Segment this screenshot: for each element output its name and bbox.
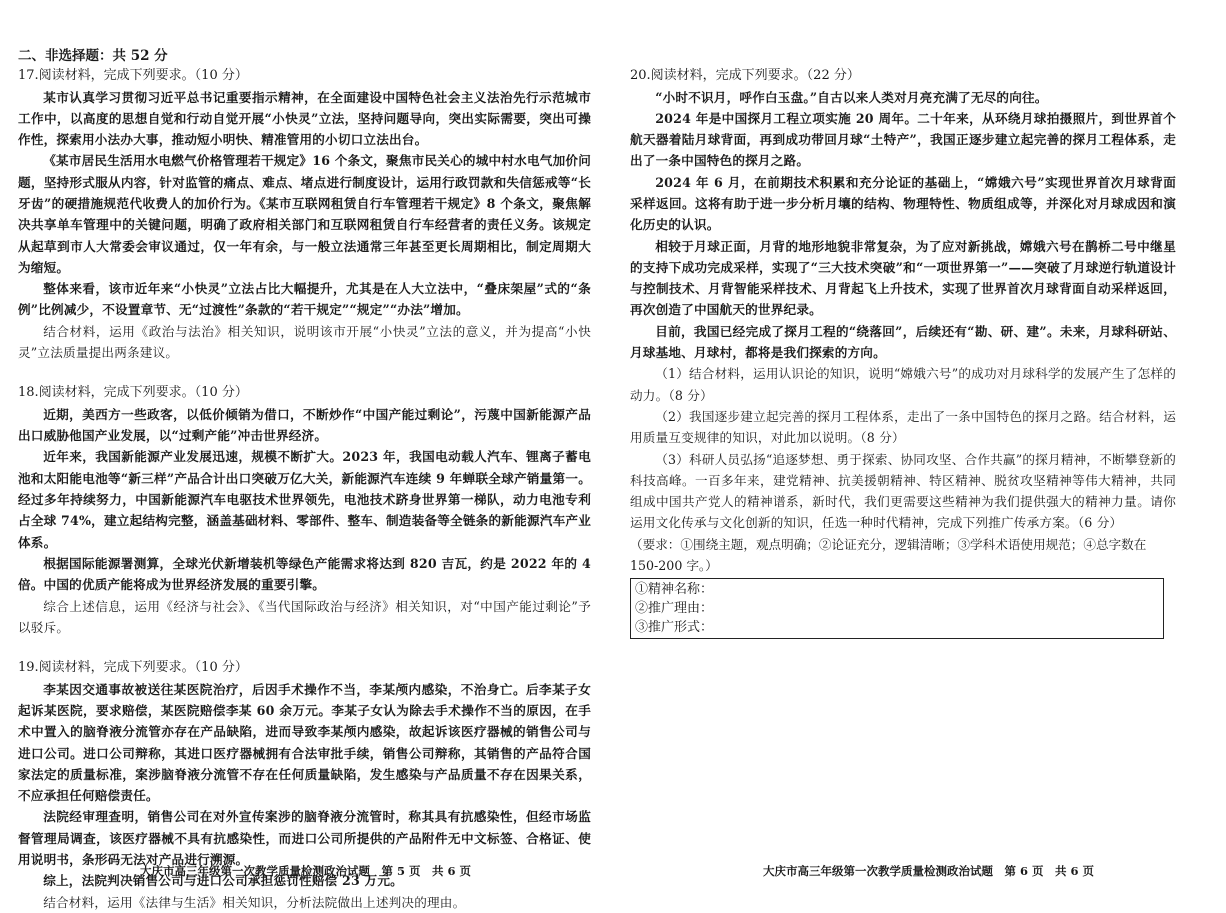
q20-paragraph: 2024 年是中国探月工程立项实施 20 周年。二十年来，从环绕月球拍摄照片，到世界首个航天器着陆月球背面，再到成功带回月球“土特产”，我国正逐步建立起完善的探月工程体系，走出了一条中国特色的探月之路。 [630, 110, 1176, 169]
question-20-header: 20.阅读材料，完成下列要求。（22 分） [630, 68, 860, 83]
question-19-header: 19.阅读材料，完成下列要求。（10 分） [18, 660, 248, 676]
q19-paragraph: 法院经审理查明，销售公司在对外宣传案涉的脑脊液分流管时，称其具有抗感染性，但经市场监督管理局调查，该医疗器械不具有抗感染性，而进口公司所提供的产品附件无中文标签、合格证、使用说明书，条形码无法对产品进行溯源。 [18, 809, 591, 867]
q20-subquestion-2: （2）我国逐步建立起完善的探月工程体系，走出了一条中国特色的探月之路。结合材料，运用质量互变规律的知识，对此加以说明。（8 分） [630, 408, 1176, 446]
page-5 [0, 0, 613, 910]
q20-subquestion-3: （3）科研人员弘扬“追逐梦想、勇于探索、协同攻坚、合作共赢”的探月精神，不断攀登新的科技高峰。一百多年来，建党精神、抗美援朝精神、特区精神、脱贫攻坚精神等伟大精神，共同组成中国共产党人的精神谱系，新时代，我们更需要这些精神为我们提供强大的精神力量。请你运用文化传承与文化创新的知识，任选一种时代精神，完成下列推广传承方案。（6 分） [630, 451, 1176, 531]
q20-paragraph: 目前，我国已经完成了探月工程的“绕落回”，后续还有“勘、研、建”。未来，月球科研站、月球基地、月球村，都将是我们探索的方向。 [630, 323, 1176, 361]
q20-paragraph: 相较于月球正面，月背的地形地貌非常复杂，为了应对新挑战，嫦娥六号在鹊桥二号中继星的支持下成功完成采样，实现了“三大技术突破”和“一项世界第一”——突破了月球逆行轨道设计与控制技术、月背智能采样技术、月背起飞上升技术，实现了世界首次月球背面自动采样返回，再次创造了中国航天的世界纪录。 [630, 238, 1176, 318]
question-17 [18, 66, 591, 363]
q19-paragraph: 李某因交通事故被送往某医院治疗，后因手术操作不当，李某颅内感染，不治身亡。后李某子女起诉某医院，要求赔偿，某医院赔偿李某 60 余万元。李某子女认为除去手术操作不当的原因，在手术中置入的脑脊液分流管亦存在产品缺陷，进而导致李某颅内感染，故起诉该医疗器械的销售公司与进口公司。进口公司辩称，其进口医疗器械拥有合法审批手续，销售公司辩称，其销售的产品符合国家法定的质量标准，案涉脑脊液分流管不存在任何质量缺陷，发生感染与产品质量不存在因果关系，不应承担任何赔偿责任。 [18, 681, 591, 804]
q18-paragraph: 根据国际能源署测算，全球光伏新增装机等绿色产能需求将达到 820 吉瓦，约是 2022 年的 4 倍。中国的优质产能将成为世界经济发展的重要引擎。 [18, 555, 591, 593]
q17-paragraph: 《某市居民生活用水电燃气价格管理若干规定》16 个条文，聚焦市民关心的城中村水电气加价问题，坚持形式服从内容，针对监管的痛点、难点、堵点进行制度设计，运用行政罚款和失信惩戒等“长牙齿”的硬措施规范代收费人的加价行为。《某市互联网租赁自行车管理若干规定》8 个条文，聚焦解决共享单车管理中的关键问题，明确了政府相关部门和互联网租赁自行车经营者的责任义务。该规定从起草到市人大常委会审议通过，仅一年有余，与一般立法通常三年甚至更长周期相比，制定周期大为缩短。 [18, 153, 591, 275]
q18-paragraph: 近期，美西方一些政客，以低价倾销为借口，不断炒作“中国产能过剩论”，污蔑中国新能源产品出口威胁他国产业发展，以“过剩产能”冲击世界经济。 [18, 406, 591, 444]
answer-template-box [630, 578, 1164, 639]
page-6 [613, 0, 1226, 900]
q17-task: 结合材料，运用《政治与法治》相关知识，说明该市开展“小快灵”立法的意义，并为提高“小快灵”立法质量提出两条建议。 [18, 323, 591, 361]
q20-paragraph: “小时不识月，呼作白玉盘。”自古以来人类对月亮充满了无尽的向往。 [655, 89, 1048, 105]
q18-paragraph: 近年来，我国新能源产业发展迅速，规模不断扩大。2023 年，我国电动载人汽车、锂离子蓄电池和太阳能电池等“新三样”产品合计出口突破万亿大关，新能源汽车连续 9 年蝉联全球产销量第一。经过多年持续努力，中国新能源汽车电驱技术世界领先，电池技术跻身世界第一梯队，动力电池专利占全球 74%，建立起结构完整，涵盖基础材料、零部件、整车、制造装备等全链条的新能源汽车产业体系。 [18, 449, 591, 550]
question-18 [18, 383, 591, 638]
q19-task: 结合材料，运用《法律与生活》相关知识，分析法院做出上述判决的理由。 [43, 894, 466, 910]
page-5-footer: 大庆市高三年级第一次教学质量检测政治试题 第 5 页 共 6 页 [140, 864, 472, 878]
q18-task: 综合上述信息，运用《经济与社会》、《当代国际政治与经济》相关知识，对“中国产能过剩论”予以驳斥。 [18, 598, 591, 635]
q19-paragraph: 综上，法院判决销售公司与进口公司承担惩罚性赔偿 23 万元。 [43, 873, 403, 889]
q17-paragraph: 某市认真学习贯彻习近平总书记重要指示精神，在全面建设中国特色社会主义法治先行示范城市工作中，以高度的思想自觉和行动自觉开展“小快灵”立法，坚持问题导向，突出实际需要，突出可操作性，探索用小法办大事，推动短小明快、精准管用的小切口立法出台。 [18, 89, 591, 148]
q20-subquestion-1: （1）结合材料，运用认识论的知识，说明“嫦娥六号”的成功对月球科学的发展产生了怎样的动力。（8 分） [630, 366, 1176, 403]
q20-requirement: （要求：①围绕主题，观点明确；②论证充分，逻辑清晰；③学科术语使用规范；④总字数在 150-200 字。） [630, 536, 1147, 573]
page-6-footer: 大庆市高三年级第一次教学质量检测政治试题 第 6 页 共 6 页 [763, 864, 1095, 878]
spirit-name-field: ①精神名称： [635, 581, 714, 597]
question-20 [630, 66, 1176, 639]
question-17-header: 17.阅读材料，完成下列要求。（10 分） [18, 68, 248, 83]
promotion-form-field: ③推广形式： [635, 619, 714, 635]
question-18-header: 18.阅读材料，完成下列要求。（10 分） [18, 385, 248, 401]
section-title: 二、非选择题：共 52 分 [18, 48, 168, 64]
promotion-reason-field: ②推广理由： [635, 600, 714, 616]
q17-paragraph: 整体来看，该市近年来“小快灵”立法占比大幅提升，尤其是在人大立法中，“叠床架屋”式的“条例”比例减少，不设置章节、无“过渡性”条款的“若干规定”“规定”“办法”增加。 [18, 281, 591, 318]
q20-paragraph: 2024 年 6 月，在前期技术积累和充分论证的基础上，“嫦娥六号”实现世界首次月球背面采样返回。这将有助于进一步分析月壤的结构、物理特性、物质组成等，并深化对月球成因和演化历史的认识。 [630, 174, 1176, 233]
